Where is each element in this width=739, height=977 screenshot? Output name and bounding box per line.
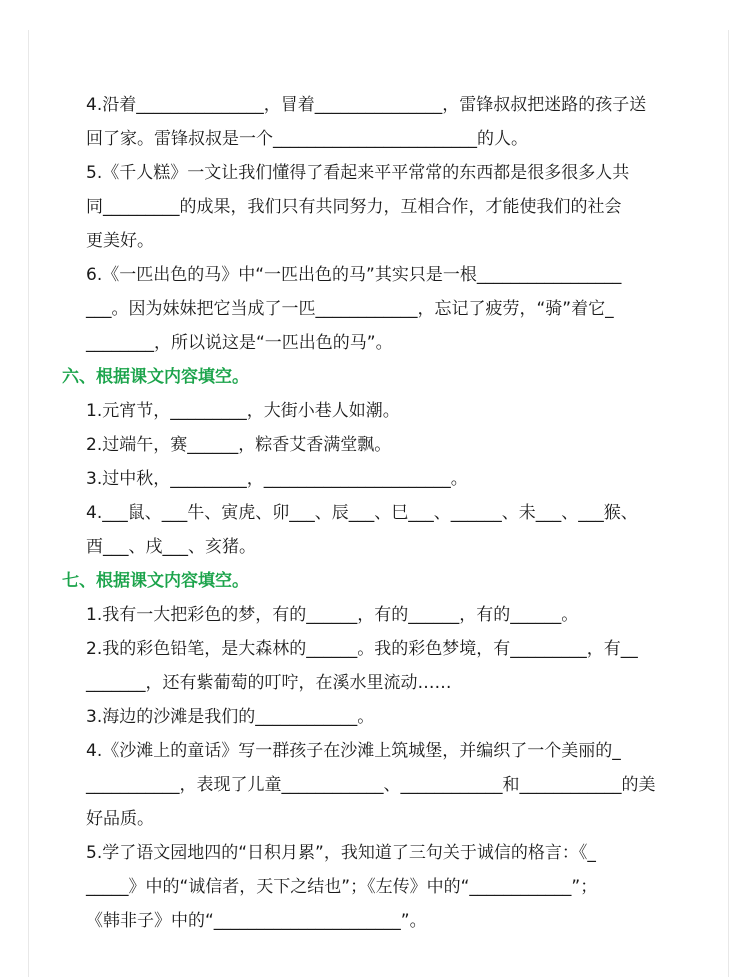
text-line: 2.过端午，赛______，粽香艾香满堂飘。	[86, 435, 392, 455]
text-line: 5.《千人糕》一文让我们懂得了看起来平平常常的东西都是很多很多人共	[86, 163, 630, 183]
text-line: 4.《沙滩上的童话》写一群孩子在沙滩上筑城堡，并编织了一个美丽的_	[86, 741, 621, 761]
section-heading: 六、根据课文内容填空。	[62, 367, 249, 387]
text-line: 4.___鼠、___牛、寅虎、卯___、辰___、巳___、______、未___、___猴、	[86, 503, 638, 523]
worksheet-content	[62, 88, 702, 938]
text-line: 1.元宵节，_________，大街小巷人如潮。	[86, 401, 400, 421]
text-line: ___。因为妹妹把它当成了一匹____________，忘记了疲劳，“骑”着它_	[86, 299, 614, 319]
text-line: 6.《一匹出色的马》中“一匹出色的马”其实只是一根_________________	[86, 265, 622, 285]
text-line: 更美好。	[86, 231, 154, 251]
text-line: _______，还有紫葡萄的叮咛，在溪水里流动……	[86, 673, 452, 693]
text-line: 《韩非子》中的“______________________”。	[86, 911, 427, 931]
text-line: 回了家。雷锋叔叔是一个________________________的人。	[86, 129, 528, 149]
text-line: 3.海边的沙滩是我们的____________。	[86, 707, 375, 727]
text-line: ________，所以说这是“一匹出色的马”。	[86, 333, 393, 353]
text-line: _____》中的“诚信者，天下之结也”；《左传》中的“____________”；	[86, 877, 598, 897]
page-border-right	[728, 30, 729, 977]
section-heading: 七、根据课文内容填空。	[62, 571, 249, 591]
text-line: ___________，表现了儿童____________、____________和____________的美	[86, 775, 656, 795]
text-line: 2.我的彩色铅笔，是大森林的______。我的彩色梦境，有_________，有__	[86, 639, 638, 659]
text-line: 好品质。	[86, 809, 154, 829]
text-line: 3.过中秋，_________，______________________。	[86, 469, 468, 489]
page-border-left	[28, 30, 29, 977]
text-line: 5.学了语文园地四的“日积月累”，我知道了三句关于诚信的格言：《_	[86, 843, 596, 863]
text-line: 1.我有一大把彩色的梦，有的______，有的______，有的______。	[86, 605, 579, 625]
text-line: 同_________的成果，我们只有共同努力，互相合作，才能使我们的社会	[86, 197, 622, 217]
text-line: 酉___、戌___、亥猪。	[86, 537, 256, 557]
text-line: 4.沿着_______________，冒着_______________，雷锋叔叔把迷路的孩子送	[86, 95, 647, 115]
